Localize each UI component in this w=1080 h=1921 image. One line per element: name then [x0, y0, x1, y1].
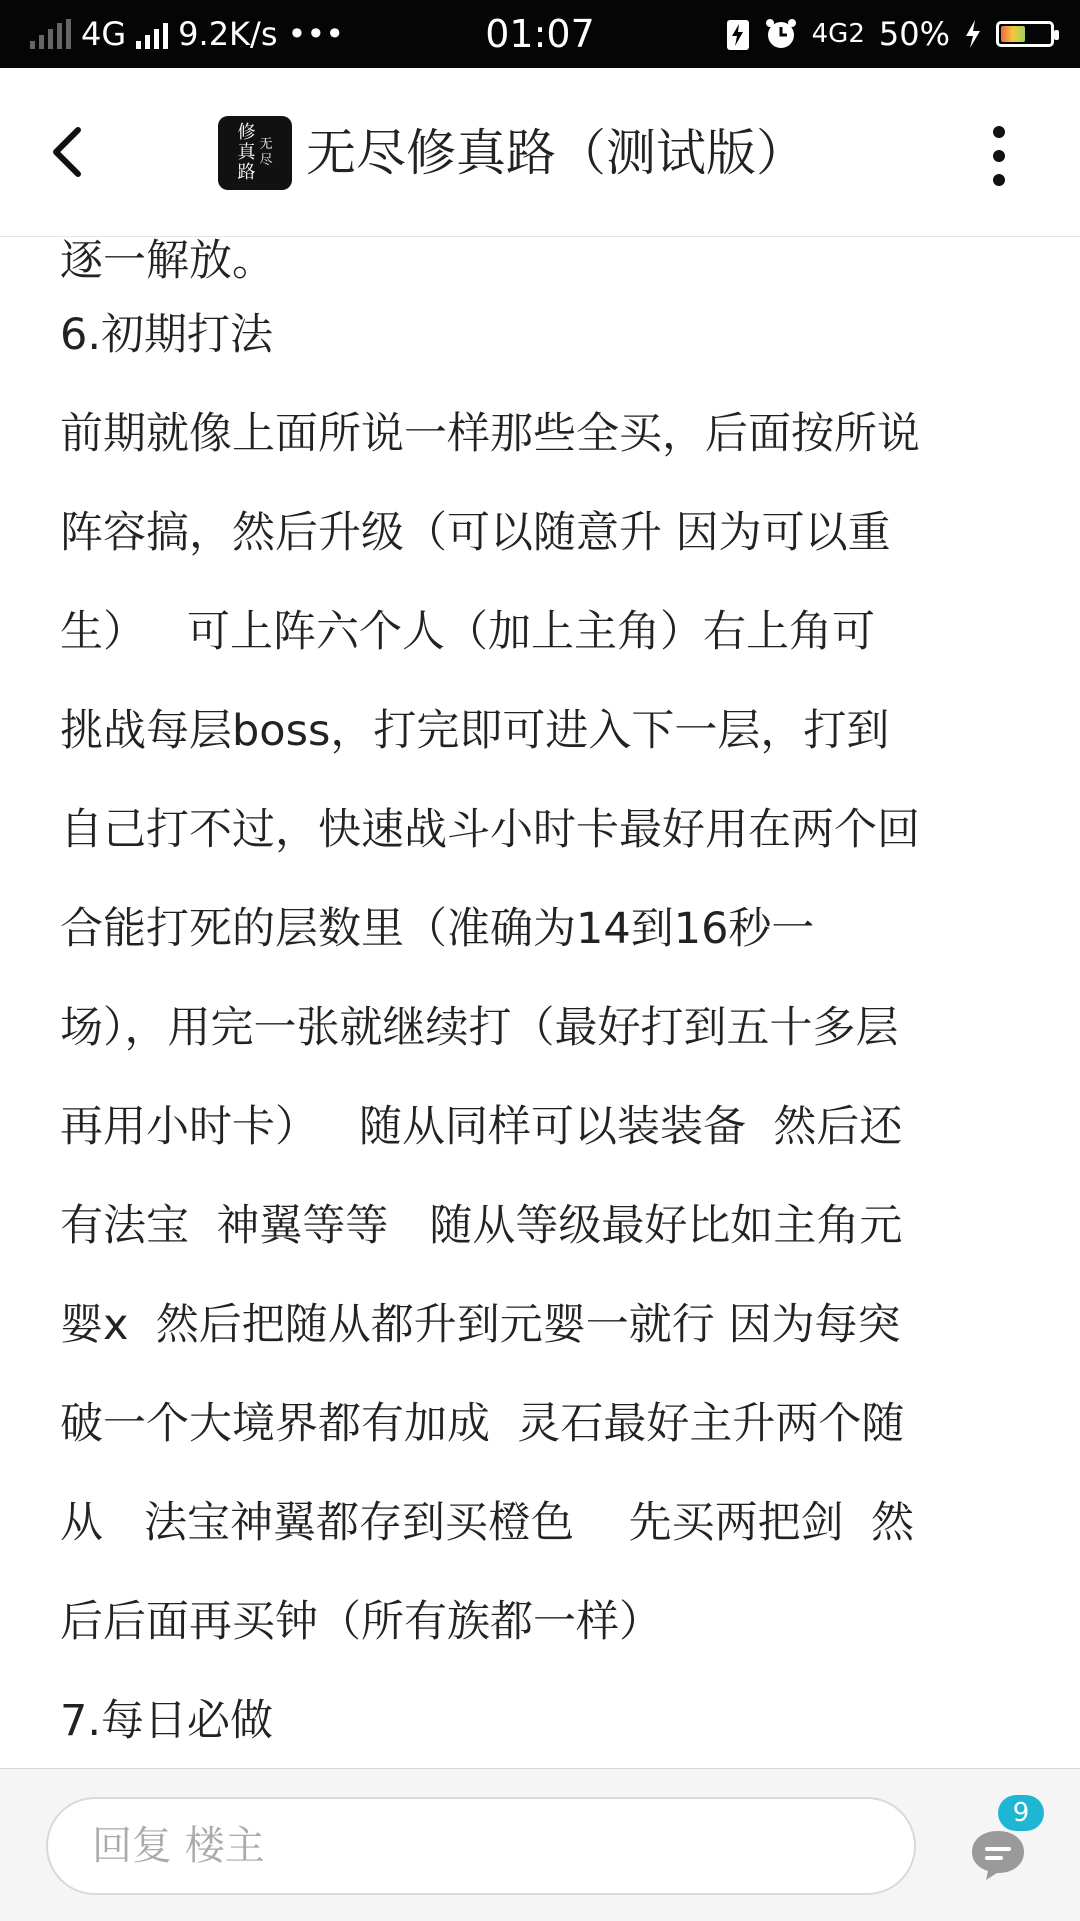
logo-text-side: 无 尽: [259, 137, 273, 168]
alarm-icon: [764, 17, 798, 51]
more-options-icon[interactable]: [984, 126, 1014, 186]
top-app-bar: [0, 68, 1080, 237]
battery-icon: [996, 21, 1054, 47]
article-line: 自己打不过，快速战斗小时卡最好用在两个回: [60, 805, 920, 855]
more-notifications-icon: •••: [287, 15, 345, 53]
article-line: 场），用完一张就继续打（最好打到五十多层: [60, 1003, 899, 1053]
page-title: 无尽修真路（测试版）: [306, 124, 806, 182]
article-line: 逐一解放。: [60, 236, 275, 286]
article-line: 从 法宝神翼都存到买橙色 先买两把剑 然: [60, 1498, 915, 1548]
back-arrow-icon[interactable]: [40, 122, 100, 182]
clock: 01:07: [485, 12, 595, 56]
logo-text-main: 修 真 路: [237, 122, 256, 183]
comment-count-badge: 9: [998, 1795, 1044, 1831]
article-line: 前期就像上面所说一样那些全买，后面按所说: [60, 409, 920, 459]
article-line: 破一个大境界都有加成 灵石最好主升两个随: [60, 1399, 905, 1449]
forum-logo: [218, 116, 292, 190]
article-line: 挑战每层boss，打完即可进入下一层，打到: [60, 706, 890, 756]
network-type: 4G: [81, 15, 127, 53]
article-line: 7.每日必做: [60, 1696, 274, 1746]
status-bar: [0, 0, 1080, 68]
article-line: 后后面再买钟（所有族都一样）: [60, 1597, 662, 1647]
reply-bar: [0, 1768, 1080, 1921]
post-content: [60, 236, 1020, 1768]
battery-level-fill: [1001, 26, 1025, 42]
battery-percent: 50%: [878, 15, 950, 53]
article-line: 婴x 然后把随从都升到元婴一就行 因为每突: [60, 1300, 901, 1350]
article-line: 再用小时卡） 随从同样可以装装备 然后还: [60, 1102, 903, 1152]
lightning-icon: [964, 19, 982, 49]
network-type-2: 4G2: [811, 19, 865, 49]
article-line: 生） 可上阵六个人（加上主角）右上角可: [60, 607, 876, 657]
status-right: [726, 0, 1054, 68]
charging-icon: [726, 17, 750, 51]
article-line: 有法宝 神翼等等 随从等级最好比如主角元: [60, 1201, 903, 1251]
reply-input[interactable]: 回复 楼主: [46, 1797, 916, 1895]
network-speed: 9.2K/s: [178, 15, 278, 53]
comments-icon[interactable]: [968, 1827, 1028, 1883]
article-line: 阵容搞，然后升级（可以随意升 因为可以重: [60, 508, 891, 558]
article-line: 合能打死的层数里（准确为14到16秒一: [60, 904, 815, 954]
article-line: 6.初期打法: [60, 310, 274, 360]
